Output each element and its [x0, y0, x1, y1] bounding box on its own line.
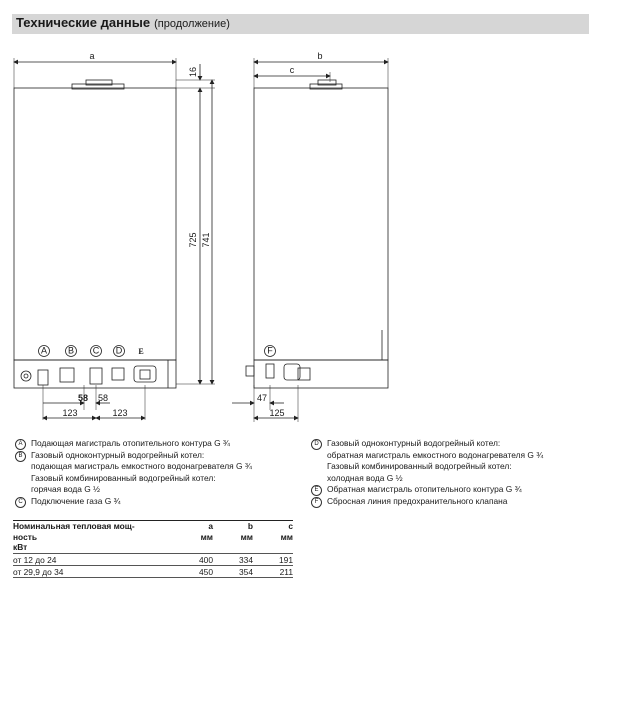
- conn-d-mark: D: [115, 345, 123, 356]
- legend-item: B Газовый одноконтурный водогрейный котел: подающая магистраль емкостного водонагревателя G ¾ Газовый комбинированный водогрейный котел: горячая вода G ½: [13, 450, 298, 496]
- conn-b-mark: B: [67, 345, 75, 356]
- dim-123b-label: 123: [112, 408, 128, 418]
- legend-marker: D: [311, 439, 322, 450]
- cell-a: 450: [173, 565, 213, 577]
- side-casing: [254, 88, 388, 360]
- conn-a-mark: A: [40, 345, 48, 356]
- legend-right: [309, 438, 609, 507]
- front-view: [14, 80, 176, 388]
- legend-marker: B: [15, 451, 26, 462]
- legend-item: A Подающая магистраль отопительного контура G ¾: [13, 438, 298, 450]
- cell-c: 191: [253, 553, 293, 565]
- dim-741-label: 741: [201, 232, 211, 248]
- dim-16-label: 16: [188, 66, 198, 78]
- conn-c-mark: C: [92, 345, 100, 356]
- front-pressure-gauge: [21, 371, 31, 381]
- col-c-header: c мм: [280, 521, 293, 542]
- legend-marker: F: [311, 497, 322, 508]
- cell-c: 211: [253, 565, 293, 577]
- legend-item: E Обратная магистраль отопительного контура G ¾: [309, 484, 609, 496]
- legend-item: D Газовый одноконтурный водогрейный котел: обратная магистраль емкостного водонагревателя G ¾ Газовый комбинированный водогрейный котел: холодная вода G ½: [309, 438, 609, 484]
- legend-item: C Подключение газа G ¾: [13, 496, 298, 508]
- legend-marker: E: [311, 485, 322, 496]
- cell-a: 400: [173, 553, 213, 565]
- dim-725-label: 725: [188, 232, 198, 248]
- table-row: [13, 553, 293, 565]
- cell-power: от 29,9 до 34: [13, 565, 173, 577]
- dim-a-label: a: [89, 51, 95, 61]
- dim-123a-label: 123: [62, 408, 78, 418]
- dim-58b-label: 58: [98, 393, 109, 403]
- col-b-header: b мм: [240, 521, 253, 542]
- dim-47-label: 47: [256, 393, 268, 403]
- dim-58a-label: 58: [77, 393, 88, 403]
- dim-c-label: c: [289, 65, 295, 75]
- legend-left: [13, 438, 298, 507]
- table-header-row: [13, 521, 293, 554]
- col-a-header: a мм: [200, 521, 213, 542]
- front-casing: [14, 88, 176, 360]
- conn-f-mark: F: [267, 345, 273, 356]
- dim-125-label: 125: [269, 408, 285, 418]
- legend-marker: A: [15, 439, 26, 450]
- legend-item: F Сбросная линия предохранительного клапана: [309, 496, 609, 508]
- conn-e-mark: E: [138, 347, 144, 356]
- side-view: [246, 80, 388, 388]
- dimensions-table: [13, 520, 293, 578]
- cell-b: 354: [213, 565, 253, 577]
- table-row: [13, 565, 293, 577]
- cell-b: 334: [213, 553, 253, 565]
- col-power-header: Номинальная тепловая мощ-ность кВт: [13, 521, 135, 552]
- legend-marker: C: [15, 497, 26, 508]
- section-subtitle: (продолжение): [154, 18, 230, 30]
- section-title: Технические данные (продолжение): [16, 15, 230, 30]
- cell-power: от 12 до 24: [13, 553, 173, 565]
- dim-b-label: b: [317, 51, 323, 61]
